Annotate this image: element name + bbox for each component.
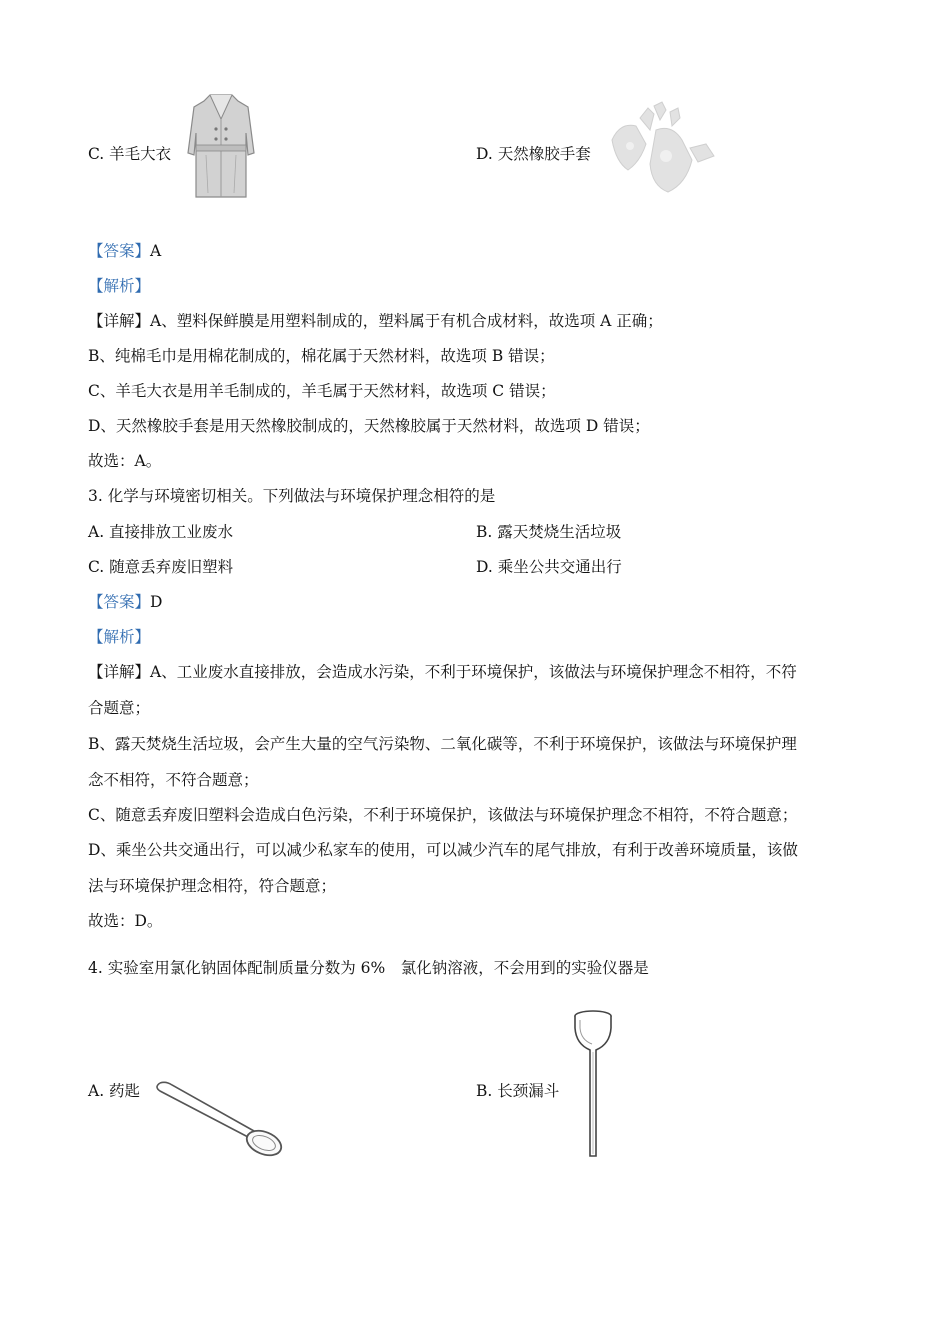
q2-conclusion: 故选：A。 xyxy=(88,452,162,470)
answer-value: A xyxy=(150,242,162,260)
q3-option-d: D. 乘坐公共交通出行 xyxy=(476,558,622,576)
q2-detail-line: B、纯棉毛巾是用棉花制成的，棉花属于天然材料，故选项 B 错误； xyxy=(88,347,555,365)
medicine-spoon-icon xyxy=(150,1075,286,1159)
q3-answer xyxy=(88,592,162,612)
q2-answer xyxy=(88,241,161,261)
answer-tag: 【答案】 xyxy=(88,242,151,260)
detail-text: A、塑料保鲜膜是用塑料制成的，塑料属于有机合成材料，故选项 A 正确； xyxy=(150,312,663,330)
q3-detail-line: 合题意； xyxy=(88,699,151,717)
q3-conclusion: 故选：D。 xyxy=(88,912,163,930)
q3-option-c: C. 随意丢弃废旧塑料 xyxy=(88,558,234,576)
long-neck-funnel-icon xyxy=(568,1006,618,1160)
wool-coat-icon xyxy=(186,93,256,201)
q4-option-a: A. 药匙 xyxy=(88,1082,141,1100)
q3-analysis-tag: 【解析】 xyxy=(88,628,151,646)
q3-detail-line: 法与环境保护理念相符，符合题意； xyxy=(88,877,337,895)
detail-tag: 【详解】 xyxy=(88,312,151,330)
q4-option-b: B. 长颈漏斗 xyxy=(476,1082,560,1100)
q3-option-a: A. 直接排放工业废水 xyxy=(88,523,234,541)
q3-detail-line: 念不相符，不符合题意； xyxy=(88,771,259,789)
answer-value: D xyxy=(150,593,163,611)
q3-detail-line: C、随意丢弃废旧塑料会造成白色污染，不利于环境保护，该做法与环境保护理念不相符，不符合题意； xyxy=(88,806,798,824)
q2-option-d: D. 天然橡胶手套 xyxy=(476,145,591,163)
q3-detail-line xyxy=(88,662,797,682)
q4-stem: 4. 实验室用氯化钠固体配制质量分数为 6% 氯化钠溶液，不会用到的实验仪器是 xyxy=(88,959,649,977)
rubber-glove-icon xyxy=(606,100,718,198)
q3-stem: 3. 化学与环境密切相关。下列做法与环境保护理念相符的是 xyxy=(88,487,496,505)
q2-detail-line: C、羊毛大衣是用羊毛制成的，羊毛属于天然材料，故选项 C 错误； xyxy=(88,382,556,400)
q2-analysis-tag: 【解析】 xyxy=(88,277,151,295)
q2-detail-line xyxy=(88,311,663,331)
q2-option-c: C. 羊毛大衣 xyxy=(88,145,172,163)
detail-tag: 【详解】 xyxy=(88,663,151,681)
answer-tag: 【答案】 xyxy=(88,593,151,611)
q3-detail-line: D、乘坐公共交通出行，可以减少私家车的使用，可以减少汽车的尾气排放，有利于改善环境质量，该做 xyxy=(88,841,798,859)
q3-option-b: B. 露天焚烧生活垃圾 xyxy=(476,523,622,541)
detail-text: A、工业废水直接排放，会造成水污染，不利于环境保护，该做法与环境保护理念不相符，不符 xyxy=(150,663,797,681)
q2-detail-line: D、天然橡胶手套是用天然橡胶制成的，天然橡胶属于天然材料，故选项 D 错误； xyxy=(88,417,650,435)
q3-detail-line: B、露天焚烧生活垃圾，会产生大量的空气污染物、二氧化碳等，不利于环境保护，该做法与环境保护理 xyxy=(88,735,797,753)
